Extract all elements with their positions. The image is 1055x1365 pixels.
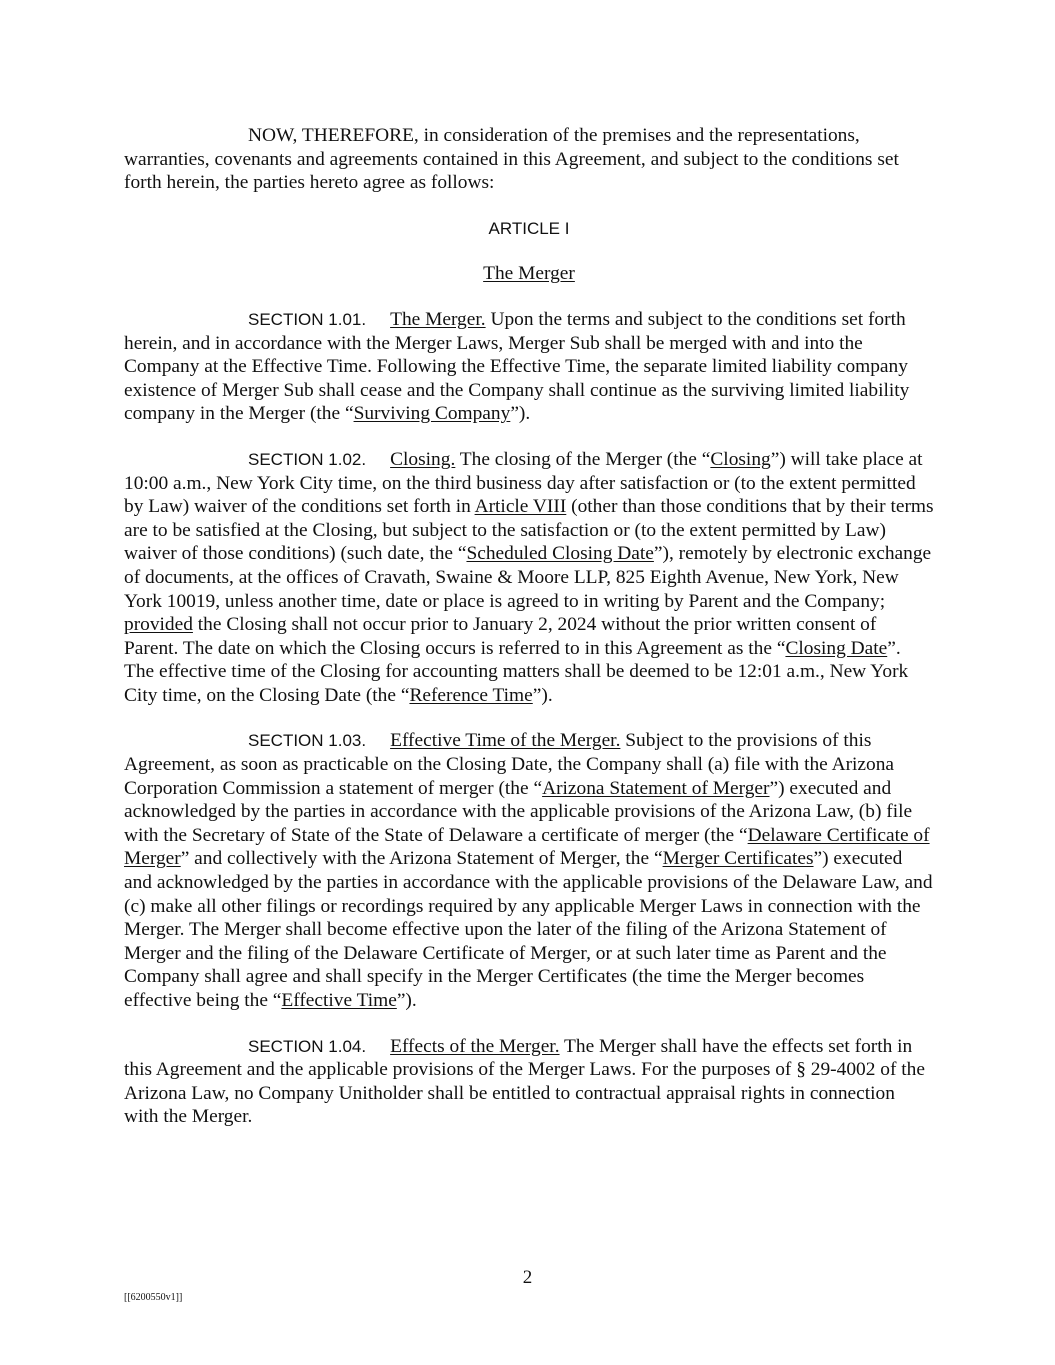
section-1-01 bbox=[124, 308, 934, 426]
section-text: ”) will take place at 10:00 a.m., New York City time, on the third business day after satisfaction or (to the extent permitted by Law) waiver of the conditions set forth in bbox=[124, 448, 923, 518]
article-title bbox=[124, 262, 934, 286]
article-title-text: The Merger bbox=[483, 263, 575, 285]
section-title: Effective Time of the Merger. bbox=[390, 730, 621, 752]
section-title: The Merger. bbox=[390, 308, 486, 330]
section-title: Effects of the Merger. bbox=[390, 1035, 560, 1057]
section-text: ”), remotely by electronic exchange of documents, at the offices of Cravath, Swaine & Moore LLP, 825 Eighth Avenue, New York, New York 10019, unless another time, date or place is agreed to in writing by Parent and the Company; bbox=[124, 543, 932, 612]
page-number: 2 bbox=[522, 1267, 533, 1288]
section-text: the Closing shall not occur prior to January 2, 2024 without the prior written consent of Parent. The date on which the Closing occurs is referred to in this Agreement as the “ bbox=[124, 614, 877, 659]
section-label: SECTION 1.04. bbox=[248, 1036, 367, 1056]
defined-term: Surviving Company bbox=[353, 403, 511, 425]
document-body bbox=[124, 124, 934, 1129]
section-text: ” and collectively with the Arizona Statement of Merger, the “ bbox=[180, 848, 663, 870]
section-title: Closing. bbox=[390, 448, 456, 470]
section-label: SECTION 1.02. bbox=[248, 449, 367, 469]
section-label: SECTION 1.01. bbox=[248, 309, 367, 329]
section-text: ”. The effective time of the Closing for accounting matters shall be deemed to be 12:01 a.m., New York City time, on the Closing Date (the “ bbox=[124, 637, 909, 706]
document-id: [[6200550v1]] bbox=[124, 1292, 183, 1303]
section-text: (other than those conditions that by their terms are to be satisfied at the Closing, but subject to the satisfaction or (to the extent permitted by Law) waiver of those conditions) (such date, the “ bbox=[124, 496, 934, 565]
defined-term: Scheduled Closing Date bbox=[466, 543, 654, 565]
defined-term: Closing Date bbox=[785, 637, 888, 659]
section-text: Subject to the provisions of this Agreement, as soon as practicable on the Closing Date, the Company shall (a) file with the Arizona Corporation Commission a statement of merger (the “ bbox=[124, 730, 895, 799]
section-label: SECTION 1.03. bbox=[248, 731, 367, 751]
section-text: ”) executed and acknowledged by the parties in accordance with the applicable provisions of the Arizona Law, (b) file with the Secretary of State of the State of Delaware a certificate of merger (the “ bbox=[124, 777, 913, 846]
section-text: ”). bbox=[510, 403, 531, 425]
defined-term: Reference Time bbox=[409, 684, 533, 706]
defined-term: Delaware Certificate of Merger bbox=[124, 824, 930, 870]
defined-term: Effective Time bbox=[281, 990, 397, 1011]
defined-term: Closing bbox=[710, 448, 771, 470]
section-text: The Merger shall have the effects set forth in this Agreement and the applicable provisions of the Merger Laws. For the purposes of § 29-4002 of the Arizona Law, no Company Unitholder shall be entitled to contractual appraisal rights in connection with the Merger. bbox=[124, 1035, 925, 1128]
section-1-04 bbox=[124, 1035, 934, 1129]
section-text: ”). bbox=[396, 990, 417, 1011]
section-text: ”) executed and acknowledged by the parties in accordance with the applicable provisions of the Delaware Law, and (c) make all other filings or recordings required by any applicable Merger Laws in connection with the Merger. The Merger shall become effective upon the later of the filing of the Arizona Statement of Merger and the filing of the Delaware Certificate of Merger, or at such later time as Parent and the Company shall agree and shall specify in the Merger Certificates (the time the Merger becomes effective being the “ bbox=[124, 848, 933, 1011]
article-number: ARTICLE I bbox=[488, 218, 570, 238]
section-text: ”). bbox=[532, 684, 553, 706]
defined-term: provided bbox=[124, 614, 193, 636]
defined-term: Arizona Statement of Merger bbox=[542, 777, 770, 799]
section-text: The closing of the Merger (the “ bbox=[455, 448, 711, 470]
section-1-03 bbox=[124, 729, 934, 1012]
defined-term: Merger Certificates bbox=[662, 848, 814, 870]
intro-paragraph: NOW, THEREFORE, in consideration of the premises and the representations, warranties, covenants and agreements contained in this Agreement, and subject to the conditions set forth herein, the parties hereto agree as follows: bbox=[124, 125, 899, 194]
cross-reference: Article VIII bbox=[474, 496, 567, 518]
section-text: Upon the terms and subject to the conditions set forth herein, and in accordance with the Merger Laws, Merger Sub shall be merged with and into the Company at the Effective Time. Following the Effective Time, the separate limited liability company existence of Merger Sub shall cease and the Company shall continue as the surviving limited liability company in the Merger (the “ bbox=[124, 308, 910, 425]
section-1-02 bbox=[124, 448, 934, 708]
